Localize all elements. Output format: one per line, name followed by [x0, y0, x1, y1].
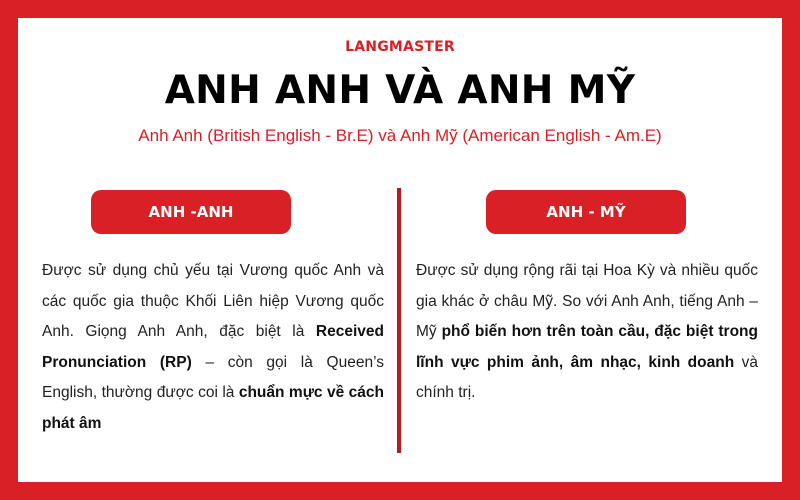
american-bold-popularity: phổ biến hơn trên toàn cầu, đặc biệt trong lĩnh vực phim ảnh, âm nhạc, kinh doanh — [416, 323, 758, 371]
british-text-part-1: Được sử dụng chủ yếu tại Vương quốc Anh và các quốc gia thuộc Khối Liên hiệp Vương quốc Anh. Giọng Anh Anh, đặc biệt là — [42, 262, 384, 340]
american-text-part-1: Được sử dụng rộng rãi tại Hoa Kỳ và nhiều quốc gia khác ở châu Mỹ. So với Anh Anh, tiếng Anh – Mỹ — [416, 262, 758, 340]
british-english-heading — [91, 190, 291, 234]
page-subtitle: Anh Anh (British English - Br.E) và Anh Mỹ (American English - Am.E) — [138, 126, 662, 145]
column-divider — [397, 188, 401, 453]
british-english-heading-label: ANH -ANH — [148, 203, 234, 221]
american-text-part-2: và chính trị. — [416, 353, 758, 401]
british-bold-standard: chuẩn mực về cách phát âm — [42, 384, 385, 432]
page-title: ANH ANH VÀ ANH MỸ — [164, 68, 636, 113]
american-english-description — [416, 256, 758, 409]
american-english-heading-label: ANH - MỸ — [546, 203, 626, 221]
british-english-description — [42, 256, 384, 439]
british-bold-rp: Received Pronunciation (RP) — [42, 323, 384, 371]
american-english-heading — [486, 190, 686, 234]
british-text-part-2: – còn gọi là Queen’s English, thường được coi là — [42, 353, 385, 401]
content-card — [18, 18, 782, 482]
brand-logo: LANGMASTER — [345, 39, 455, 55]
